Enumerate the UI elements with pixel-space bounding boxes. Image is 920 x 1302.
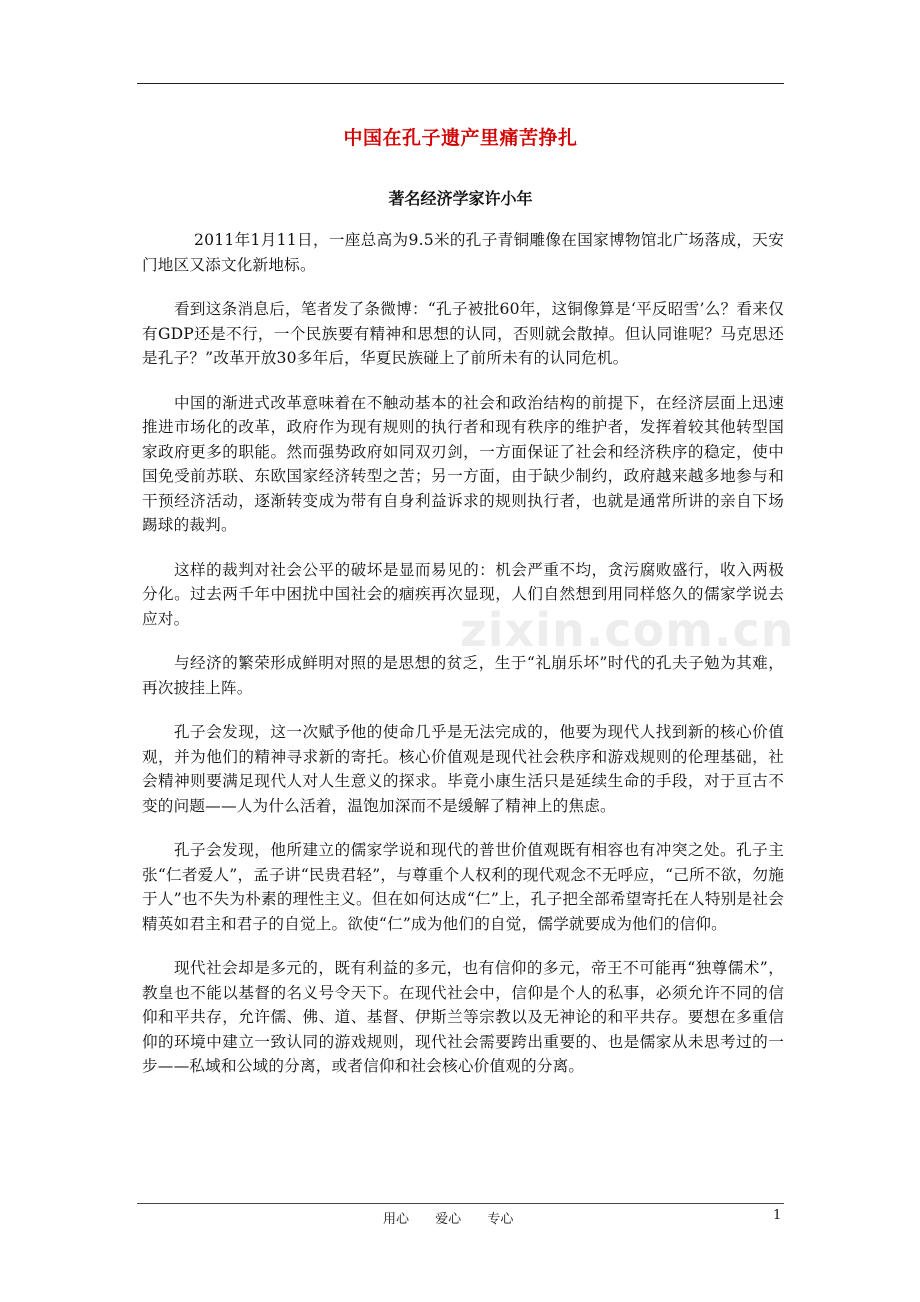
paragraph-7: 孔子会发现，他所建立的儒家学说和现代的普世价值观既有相容也有冲突之处。孔子主张“仁者爱人”，孟子讲“民贵君轻”，与尊重个人权利的现代观念不无呼应，“己所不欲，勿施于人”也不失为朴素的理性主义。但在如何达成“仁”上，孔子把全部希望寄托在人特别是社会精英如君主和君子的自觉上。欲使“仁”成为他们的自觉，儒学就要成为他们的信仰。 xyxy=(142,841,784,933)
paragraph-8: 现代社会却是多元的，既有利益的多元，也有信仰的多元，帝王不可能再“独尊儒术”，教皇也不能以基督的名义号令天下。在现代社会中，信仰是个人的私事，必须允许不同的信仰和平共存，允许儒、佛、道、基督、伊斯兰等宗教以及无神论的和平共存。要想在多重信仰的环境中建立一致认同的游戏规则，现代社会需要跨出重要的、也是儒家从未思考过的一步——私域和公域的分离，或者信仰和社会核心价值观的分离。 xyxy=(142,959,784,1075)
article-body xyxy=(142,228,784,1099)
page-number: 1 xyxy=(773,1208,782,1223)
footer-motto xyxy=(383,1208,535,1227)
footer-item-1: 用心 xyxy=(383,1212,410,1227)
paragraph-1: 2011年1月11日，一座总高为9.5米的孔子青铜雕像在国家博物馆北广场落成，天安门地区又添文化新地标。 xyxy=(142,231,784,274)
footer-rule xyxy=(137,1203,784,1204)
paragraph-2: 看到这条消息后，笔者发了条微博：“孔子被批60年，这铜像算是‘平反昭雪’么？看来仅有GDP还是不行，一个民族要有精神和思想的认同，否则就会散掉。但认同谁呢？马克思还是孔子？”改革开放30多年后，华夏民族碰上了前所未有的认同危机。 xyxy=(142,300,784,367)
footer-item-3: 专心 xyxy=(487,1212,514,1227)
header-rule xyxy=(137,83,784,84)
watermark: zixin.com.cn xyxy=(460,603,795,657)
article-author: 著名经济学家许小年 xyxy=(388,189,533,208)
paragraph-3: 中国的渐进式改革意味着在不触动基本的社会和政治结构的前提下，在经济层面上迅速推进市场化的改革，政府作为现有规则的执行者和现有秩序的维护者，发挥着较其他转型国家政府更多的职能。然而强势政府如同双刃剑，一方面保证了社会和经济秩序的稳定，使中国免受前苏联、东欧国家经济转型之苦；另一方面，由于缺少制约，政府越来越多地参与和干预经济活动，逐渐转变成为带有自身利益诉求的规则执行者，也就是通常所讲的亲自下场踢球的裁判。 xyxy=(142,393,784,534)
footer-item-2: 爱心 xyxy=(435,1212,462,1227)
paragraph-5: 与经济的繁荣形成鲜明对照的是思想的贫乏，生于“礼崩乐坏”时代的孔夫子勉为其难，再次披挂上阵。 xyxy=(142,654,784,697)
article-title: 中国在孔子遗产里痛苦挣扎 xyxy=(343,127,578,149)
paragraph-6: 孔子会发现，这一次赋予他的使命几乎是无法完成的，他要为现代人找到新的核心价值观，并为他们的精神寻求新的寄托。核心价值观是现代社会秩序和游戏规则的伦理基础，社会精神则要满足现代人对人生意义的探求。毕竟小康生活只是延续生命的手段，对于亘古不变的问题——人为什么活着，温饱加深而不是缓解了精神上的焦虑。 xyxy=(142,723,784,815)
paragraph-4: 这样的裁判对社会公平的破坏是显而易见的：机会严重不均，贪污腐败盛行，收入两极分化。过去两千年中困扰中国社会的痼疾再次显现，人们自然想到用同样悠久的儒家学说去应对。 xyxy=(142,560,784,628)
